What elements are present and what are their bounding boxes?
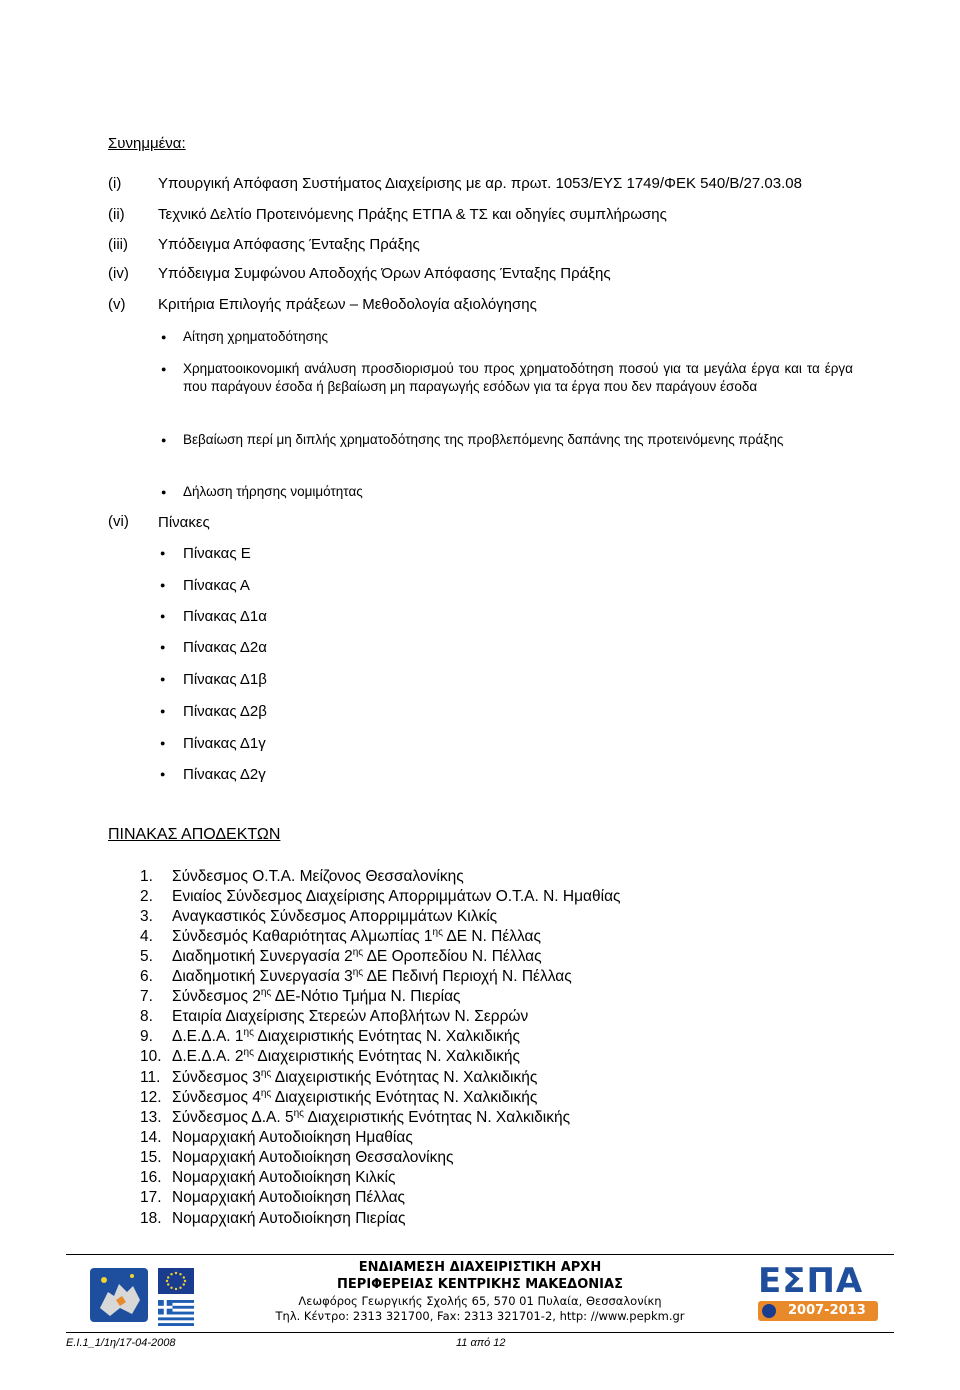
recipient-number: 18.	[140, 1210, 162, 1227]
ordinal-suffix: ης	[243, 1027, 254, 1038]
recipient-name: Νομαρχιακή Αυτοδιοίκηση Θεσσαλονίκης	[172, 1149, 454, 1166]
table-item: Πίνακας Δ1γ	[183, 735, 266, 752]
bullet-icon: ●	[161, 487, 167, 497]
sublist-item: Αίτηση χρηματοδότησης	[183, 329, 328, 344]
footer-bottom-rule	[66, 1332, 894, 1333]
recipient-item	[140, 927, 541, 947]
authority-name: ΕΝΔΙΑΜΕΣΗ ΔΙΑΧΕΙΡΙΣΤΙΚΗ ΑΡΧΗ	[358, 1260, 602, 1275]
recipient-number: 4.	[140, 928, 153, 945]
ordinal-suffix: ης	[352, 967, 364, 978]
sublist-item: Χρηματοοικονομική ανάλυση προσδιορισμού του προς χρηματοδότηση ποσού για τα μεγάλα έργα και τα έργα που παράγουν έσοδα ή βεβαίωση μη παραγωγής εσόδων για τα έργα που δεν παράγουν έσοδα	[183, 361, 853, 394]
bullet-icon: ●	[161, 332, 167, 342]
bullet-icon: ●	[160, 738, 166, 748]
recipient-item	[140, 1088, 537, 1108]
recipient-name: Σύνδεσμος 3	[172, 1069, 261, 1086]
recipient-number: 3.	[140, 908, 153, 925]
recipient-name: Διαδημοτική Συνεργασία 2	[172, 948, 353, 965]
ordinal-suffix: ης	[243, 1047, 254, 1058]
region-logo	[86, 1262, 152, 1328]
recipient-name: Νομαρχιακή Αυτοδιοίκηση Ημαθίας	[172, 1129, 413, 1146]
recipient-item	[140, 907, 497, 927]
recipient-number: 12.	[140, 1089, 162, 1106]
ordinal-suffix: ης	[260, 1088, 272, 1099]
recipient-name: Νομαρχιακή Αυτοδιοίκηση Πέλλας	[172, 1189, 406, 1206]
recipient-number: 2.	[140, 888, 153, 905]
recipient-number: 16.	[140, 1169, 162, 1186]
recipient-name-rest: ΔΕ Ν. Πέλλας	[442, 928, 541, 945]
table-item: Πίνακας Δ1β	[183, 671, 267, 688]
eu-flag-icon	[158, 1268, 194, 1294]
recipient-name: Διαδημοτική Συνεργασία 3	[172, 968, 353, 985]
recipient-name: Σύνδεσμός Καθαριότητας Αλμωπίας 1	[172, 928, 433, 945]
recipient-name: Σύνδεσμος 2	[172, 988, 261, 1005]
page-number: 11 από 12	[456, 1337, 506, 1349]
attachment-item: Υπουργική Απόφαση Συστήματος Διαχείρισης με αρ. πρωτ. 1053/ΕΥΣ 1749/ΦΕΚ 540/Β/27.03.08	[158, 175, 802, 192]
recipient-number: 7.	[140, 988, 153, 1005]
recipient-number: 13.	[140, 1109, 162, 1126]
bullet-icon: ●	[160, 548, 166, 558]
eu-flag	[158, 1268, 194, 1294]
recipient-item	[140, 1209, 405, 1229]
address: Λεωφόρος Γεωργικής Σχολής 65, 570 01 Πυλαία, Θεσσαλονίκη	[298, 1294, 662, 1308]
sublist-item: Βεβαίωση περί μη διπλής χρηματοδότησης της προβλεπόμενης δαπάνης της προτεινόμενης πράξης	[183, 432, 784, 447]
recipient-name-rest: Διαχειριστικής Ενότητας Ν. Χαλκιδικής	[271, 1069, 538, 1086]
bullet-icon: ●	[161, 364, 167, 374]
recipient-name: Εταιρία Διαχείρισης Στερεών Αποβλήτων Ν. Σερρών	[172, 1008, 529, 1025]
recipient-item	[140, 887, 621, 907]
recipient-name: Δ.Ε.Δ.Α. 2	[172, 1048, 244, 1065]
recipient-item	[140, 1027, 520, 1047]
bullet-icon: ●	[160, 611, 166, 621]
attachment-item: Υπόδειγμα Συμφώνου Αποδοχής Όρων Απόφασης Ένταξης Πράξης	[158, 265, 611, 282]
recipient-name-rest: ΔΕ Πεδινή Περιοχή Ν. Πέλλας	[363, 968, 572, 985]
attachment-number: (ii)	[108, 206, 125, 223]
ordinal-suffix: ης	[260, 987, 272, 998]
recipient-number: 15.	[140, 1149, 162, 1166]
table-item: Πίνακας Ε	[183, 545, 251, 562]
bullet-icon: ●	[160, 580, 166, 590]
recipient-number: 9.	[140, 1028, 153, 1045]
bullet-icon: ●	[160, 769, 166, 779]
recipient-name-rest: ΔΕ Οροπεδίου Ν. Πέλλας	[363, 948, 542, 965]
recipient-name: Νομαρχιακή Αυτοδιοίκηση Κιλκίς	[172, 1169, 396, 1186]
table-item: Πίνακας Α	[183, 577, 250, 594]
recipient-name: Σύνδεσμος Ο.Τ.Α. Μείζονος Θεσσαλονίκης	[172, 868, 464, 885]
recipient-item	[140, 1007, 528, 1027]
recipient-name-rest: ΔΕ-Νότιο Τμήμα Ν. Πιερίας	[271, 988, 461, 1005]
recipient-name-rest: Διαχειριστικής Ενότητας Ν. Χαλκιδικής	[304, 1109, 571, 1126]
ordinal-suffix: ης	[352, 947, 364, 958]
recipient-name: Νομαρχιακή Αυτοδιοίκηση Πιερίας	[172, 1210, 406, 1227]
recipient-item	[140, 1068, 537, 1088]
recipient-item	[140, 967, 572, 987]
attachment-number: (iv)	[108, 265, 129, 282]
ordinal-suffix: ης	[432, 927, 443, 938]
recipient-number: 17.	[140, 1189, 162, 1206]
recipient-item	[140, 867, 464, 887]
attachment-item: Κριτήρια Επιλογής πράξεων – Μεθοδολογία αξιολόγησης	[158, 296, 537, 313]
recipient-name-rest: Διαχειριστικής Ενότητας Ν. Χαλκιδικής	[253, 1028, 521, 1045]
recipient-name-rest: Διαχειριστικής Ενότητας Ν. Χαλκιδικής	[253, 1048, 521, 1065]
bullet-icon: ●	[160, 706, 166, 716]
attachment-item: Πίνακες	[158, 514, 210, 531]
table-item: Πίνακας Δ2α	[183, 639, 267, 656]
attachment-number: (v)	[108, 296, 126, 313]
recipient-item	[140, 987, 461, 1007]
greek-flag-icon	[158, 1300, 194, 1326]
table-item: Πίνακας Δ1α	[183, 608, 267, 625]
sublist-item: Δήλωση τήρησης νομιμότητας	[183, 484, 363, 499]
bullet-icon: ●	[160, 642, 166, 652]
attachment-item: Τεχνικό Δελτίο Προτεινόμενης Πράξης ΕΤΠΑ & ΤΣ και οδηγίες συμπλήρωσης	[158, 206, 667, 223]
recipient-number: 11.	[140, 1069, 161, 1086]
document-code: Ε.Ι.1_1/1η/17-04-2008	[66, 1337, 176, 1349]
recipient-item	[140, 1148, 453, 1168]
region-name: ΠΕΡΙΦΕΡΕΙΑΣ ΚΕΝΤΡΙΚΗΣ ΜΑΚΕΔΟΝΙΑΣ	[337, 1277, 623, 1292]
bullet-icon: ●	[161, 435, 167, 445]
recipient-item	[140, 1168, 395, 1188]
recipient-number: 1.	[140, 868, 153, 885]
attachments-heading: Συνημμένα:	[108, 135, 186, 152]
recipient-number: 8.	[140, 1008, 153, 1025]
recipient-number: 10.	[140, 1048, 162, 1065]
contact-info: Τηλ. Κέντρο: 2313 321700, Fax: 2313 321701-2, http: //www.pepkm.gr	[275, 1309, 685, 1323]
recipient-item	[140, 1108, 570, 1128]
greece-map-logo-icon	[86, 1262, 152, 1328]
attachment-item: Υπόδειγμα Απόφασης Ένταξης Πράξης	[158, 236, 420, 253]
table-item: Πίνακας Δ2γ	[183, 766, 266, 783]
ordinal-suffix: ης	[260, 1068, 272, 1079]
recipient-name-rest: Διαχειριστικής Ενότητας Ν. Χαλκιδικής	[271, 1089, 538, 1106]
table-item: Πίνακας Δ2β	[183, 703, 267, 720]
recipient-name: Αναγκαστικός Σύνδεσμος Απορριμμάτων Κιλκίς	[172, 908, 498, 925]
espa-logo	[752, 1261, 884, 1327]
eu-star-icon	[762, 1304, 776, 1318]
recipient-number: 14.	[140, 1129, 162, 1146]
recipient-name: Σύνδεσμος Δ.Α. 5	[172, 1109, 294, 1126]
recipient-number: 6.	[140, 968, 153, 985]
recipient-number: 5.	[140, 948, 153, 965]
recipient-name: Δ.Ε.Δ.Α. 1	[172, 1028, 244, 1045]
recipient-item	[140, 947, 542, 967]
recipient-item	[140, 1047, 520, 1067]
recipients-heading: ΠΙΝΑΚΑΣ ΑΠΟΔΕΚΤΩΝ	[108, 826, 281, 843]
attachment-number: (vi)	[108, 513, 129, 530]
footer-top-rule	[66, 1254, 894, 1255]
recipient-item	[140, 1188, 405, 1208]
attachment-number: (iii)	[108, 236, 128, 253]
espa-years-text: 2007-2013	[788, 1303, 866, 1318]
recipient-item	[140, 1128, 413, 1148]
recipient-name: Σύνδεσμος 4	[172, 1089, 261, 1106]
recipient-name: Ενιαίος Σύνδεσμος Διαχείρισης Απορριμμάτων Ο.Τ.Α. Ν. Ημαθίας	[172, 888, 621, 905]
ordinal-suffix: ης	[293, 1108, 305, 1119]
bullet-icon: ●	[160, 674, 166, 684]
attachment-number: (i)	[108, 175, 122, 192]
espa-logo-text: ΕΣΠΑ	[758, 1261, 864, 1301]
greek-flag	[158, 1300, 194, 1326]
